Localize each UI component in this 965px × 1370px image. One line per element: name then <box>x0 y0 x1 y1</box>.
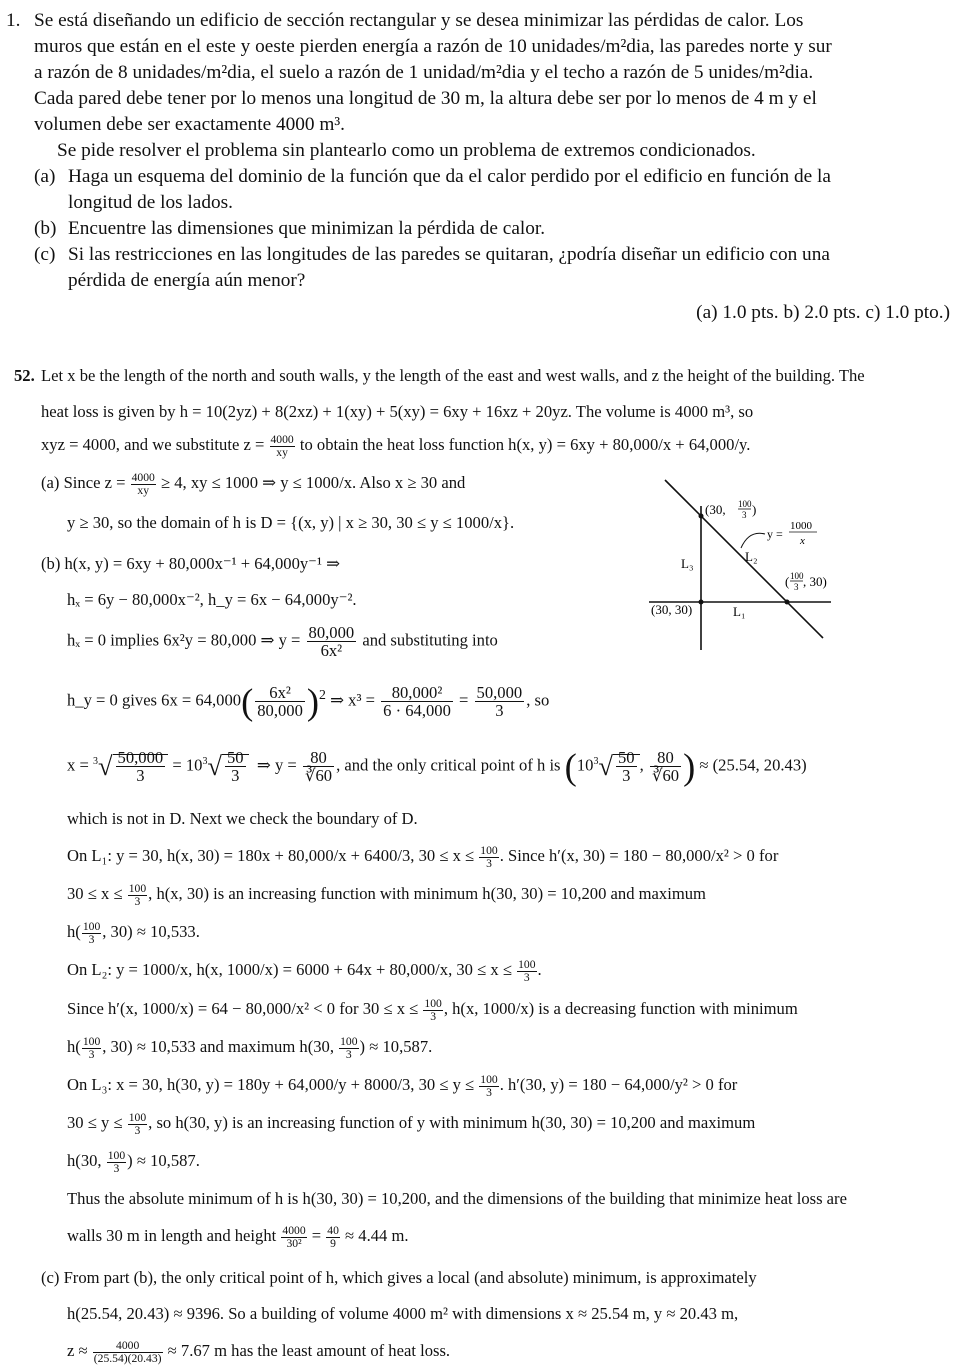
domain-diagram <box>645 478 835 654</box>
part-b-line-1: Encuentre las dimensiones que minimizan la pérdida de calor. <box>68 218 546 239</box>
label-point-right-den: 3 <box>794 582 799 592</box>
label-point-top-num: 100 <box>738 499 752 509</box>
label-curve-den: x <box>800 535 805 547</box>
problem-line-3: a razón de 8 unidades/m²dia, el suelo a razón de 1 unidad/m²dia y el techo a razón de 5 unides/m²dia. <box>34 62 814 83</box>
part-b-label: (b) <box>34 218 57 239</box>
part-b-solution-2: hₓ = 6y − 80,000x⁻², h_y = 6x − 64,000y⁻². <box>67 590 357 609</box>
label-point-right-close: , 30) <box>803 574 827 589</box>
label-point-right: ( <box>785 574 790 589</box>
problem-instruction: Se pide resolver el problema sin plantearlo como un problema de extremos condicionados. <box>57 140 756 161</box>
points-breakdown: (a) 1.0 pts. b) 2.0 pts. c) 1.0 pto.) <box>696 302 950 323</box>
L1-line-3: h( $\frac{100}{3}$ , 30) ≈ 10,533. <box>67 920 200 946</box>
label-point-right-num: 100 <box>790 571 804 581</box>
part-c-line-1: Si las restricciones en las longitudes de las paredes se quitaran, ¿podría diseñar un edificio con una <box>68 244 830 265</box>
label-point-top-den: 3 <box>742 510 747 520</box>
part-c-solution-1: (c) From part (b), the only critical point of h, which gives a local (and absolute) minimum, is approximately <box>41 1268 757 1287</box>
part-b-solution-1: (b) h(x, y) = 6xy + 80,000x⁻¹ + 64,000y⁻¹ ⇒ <box>41 554 340 573</box>
L1-line-1: On L₁: y = 30, h(x, 30) = 180x + 80,000/x + 6400/3, 30 ≤ x ≤ $\frac{100}{3}$ . Since h′(x, 30) = 180 − 80,000/x² > 0 for <box>67 844 779 870</box>
label-point-top: (30, <box>705 502 726 517</box>
L2-line-1: On L₂: y = 1000/x, h(x, 1000/x) = 6000 + 64x + 80,000/x, 30 ≤ x ≤ $\frac{100}{3}$ . <box>67 958 542 984</box>
solution-number: 52. <box>14 366 35 385</box>
label-curve-num: 1000 <box>790 520 812 532</box>
point-right <box>785 600 790 605</box>
point-origin <box>699 600 704 605</box>
part-b-solution-4: h_y = 0 gives 6x = 64,000( $\frac{\text{6x²}}{80,000}$ )$^2$ ⇒ x³ = $\frac{\text{80,000²}}{6 \cdot 64,000}$ = $\frac{50,000}{3}$ , so <box>67 681 550 722</box>
part-b-solution-3: hₓ = 0 implies 6x²y = 80,000 ⇒ y = $\frac{80,000}{\text{6x²}}$ and substituting into <box>67 623 498 661</box>
part-c-label: (c) <box>34 244 56 265</box>
conclusion-line-1: Thus the absolute minimum of h is h(30, 30) = 10,200, and the dimensions of the building that minimize heat loss are <box>67 1189 847 1208</box>
part-a-line-2: longitud de los lados. <box>68 192 233 213</box>
fraction-4000-xy: $\frac{4000}{xy}$ <box>270 433 294 459</box>
L2-line-3: h( $\frac{100}{3}$ , 30) ≈ 10,533 and maximum h(30, $\frac{100}{3}$ ) ≈ 10,587. <box>67 1035 433 1061</box>
problem-line-5: volumen debe ser exactamente 4000 m³. <box>34 114 345 135</box>
L2-line-2: Since h′(x, 1000/x) = 64 − 80,000/x² < 0 for 30 ≤ x ≤ $\frac{100}{3}$ , h(x, 1000/x) is a decreasing function with minimum <box>67 997 798 1023</box>
conclusion-line-2: walls 30 m in length and height $\frac{4000}{\text{30²}}$ = $\frac{40}{9}$ ≈ 4.44 m. <box>67 1224 409 1250</box>
label-L2: L₂ <box>745 549 758 564</box>
part-b-solution-6: which is not in D. Next we check the boundary of D. <box>67 809 418 828</box>
solution-intro-3: xyz = 4000, and we substitute z = $\frac{4000}{xy}$ to obtain the heat loss function h(x, y) = 6xy + 80,000/x + 64,000/y. <box>41 433 751 459</box>
problem-line-1: Se está diseñando un edificio de sección rectangular y se desea minimizar las pérdidas de calor. Los <box>34 10 804 31</box>
part-b-solution-5: x = $^3$√ $\frac{50,000}{3}$ = $10^3√$ $\frac{50}{3}$ ⇒ y = $\frac{80}{∛60}$ , and the only critical point of h is ($10^3√$ $\frac{50}{3}$ , $\frac{80}{∛60}$ ) ≈ (25.54, 20.43) <box>67 746 807 787</box>
part-a-line-1: Haga un esquema del dominio de la función que da el calor perdido por el edificio en función de la <box>68 166 831 187</box>
solution-intro-2: heat loss is given by h = 10(2yz) + 8(2xz) + 1(xy) + 5(xy) = 6xy + 16xz + 20yz. The volume is 4000 m³, so <box>41 402 754 421</box>
L1-line-2: 30 ≤ x ≤ $\frac{100}{3}$ , h(x, 30) is an increasing function with minimum h(30, 30) = 10,200 and maximum <box>67 882 706 908</box>
problem-line-4: Cada pared debe tener por lo menos una longitud de 30 m, la altura debe ser por lo menos de 4 m y el <box>34 88 817 109</box>
label-L3: L₃ <box>681 556 694 571</box>
L3-line-2: 30 ≤ y ≤ $\frac{100}{3}$ , so h(30, y) is an increasing function of y with minimum h(30, 30) = 10,200 and maximum <box>67 1111 756 1137</box>
label-L1: L₁ <box>733 604 746 619</box>
label-origin: (30, 30) <box>651 602 693 617</box>
part-a-solution-2: y ≥ 30, so the domain of h is D = {(x, y) | x ≥ 30, 30 ≤ y ≤ 1000/x}. <box>67 513 515 532</box>
part-a-solution-1: (a) Since z = $\frac{4000}{xy}$ ≥ 4, xy ≤ 1000 ⇒ y ≤ 1000/x. Also x ≥ 30 and <box>41 471 466 497</box>
point-top <box>699 514 704 519</box>
part-c-solution-3: z ≈ $\frac{4000}{(25.54)(20.43)}$ ≈ 7.67 m has the least amount of heat loss. <box>67 1339 451 1365</box>
part-c-solution-2: h(25.54, 20.43) ≈ 9396. So a building of volume 4000 m² with dimensions x ≈ 25.54 m, y ≈ 20.43 m, <box>67 1304 739 1323</box>
part-c-line-2: pérdida de energía aún menor? <box>68 270 306 291</box>
part-a-label: (a) <box>34 166 56 187</box>
label-curve: y = <box>767 527 783 541</box>
curve-label-arrow <box>741 533 765 548</box>
label-point-top-close: ) <box>752 502 757 517</box>
L3-line-1: On L₃: x = 30, h(30, y) = 180y + 64,000/y + 8000/3, 30 ≤ y ≤ $\frac{100}{3}$ . h′(30, y) = 180 − 64,000/y² > 0 for <box>67 1073 738 1099</box>
solution-intro-1: Let x be the length of the north and south walls, y the length of the east and west walls, and z the height of the building. The <box>41 366 865 385</box>
L3-line-3: h(30, $\frac{100}{3}$ ) ≈ 10,587. <box>67 1149 200 1175</box>
problem-number: 1. <box>6 10 21 31</box>
problem-line-2: muros que están en el este y oeste pierden energía a razón de 10 unidades/m²dia, las paredes norte y sur <box>34 36 832 57</box>
